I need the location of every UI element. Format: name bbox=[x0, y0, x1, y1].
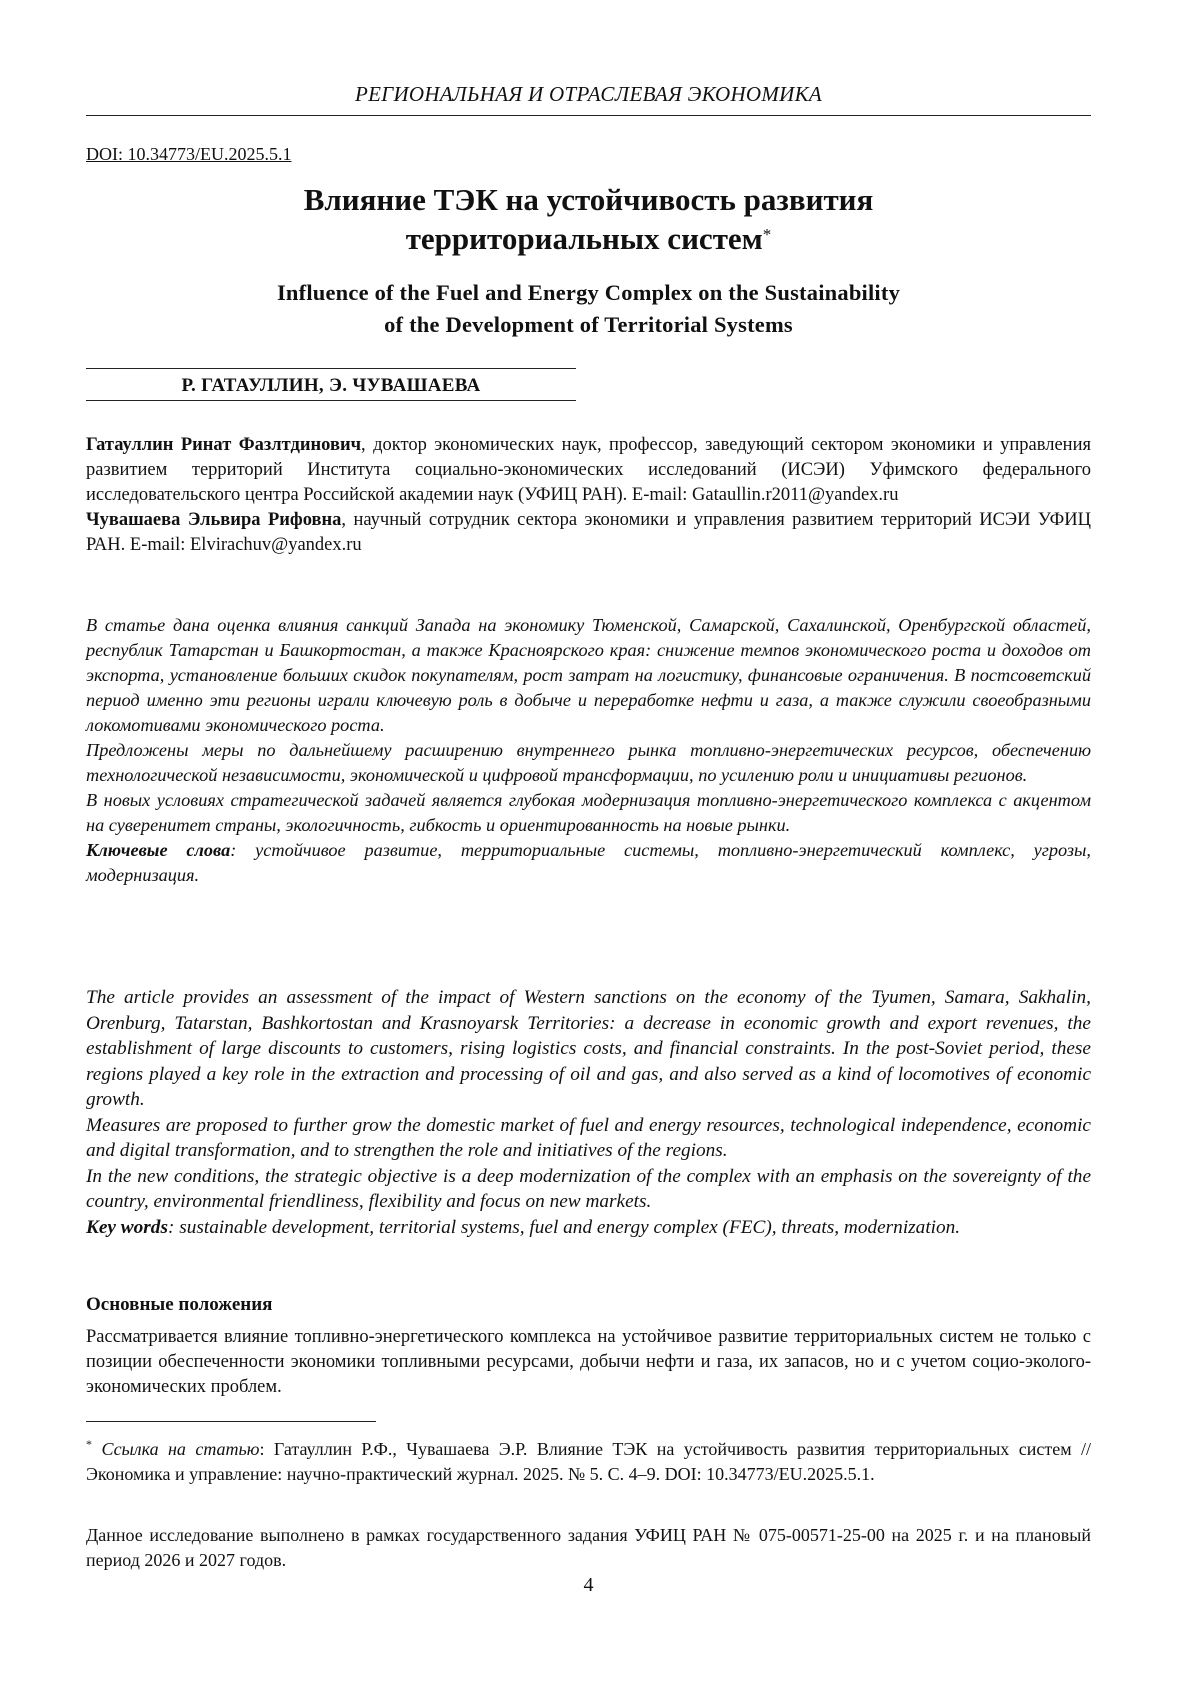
article-title-ru bbox=[86, 180, 1091, 258]
footnote-cite-label: Ссылка на статью bbox=[101, 1439, 259, 1459]
abstract-en-p3: In the new conditions, the strategic objective is a deep modernization of the complex with an emphasis on the sovereignty of the country, environmental friendliness, flexibility and focus on new markets. bbox=[86, 1164, 1091, 1215]
title-ru-line-2 bbox=[86, 219, 1091, 258]
abstract-ru-p1: В статье дана оценка влияния санкций Запада на экономику Тюменской, Самарской, Сахалинской, Оренбургской областей, республик Татарстан и Башкортостан, а также Красноярского края: снижение темпов экономического роста и доходов от экспорта, установление больших скидок покупателям, рост затрат на логистику, финансовые ограничения. В постсоветский период именно эти регионы играли ключевую роль в добыче и переработке нефти и газа, а также служили своеобразными локомотивами экономического роста. bbox=[86, 613, 1091, 738]
page-number: 4 bbox=[86, 1574, 1091, 1597]
footnote-divider bbox=[86, 1421, 376, 1422]
affiliation-2-name: Чувашаева Эльвира Рифовна bbox=[86, 510, 341, 530]
keywords-en bbox=[86, 1215, 1091, 1241]
affiliation-2-text: , научный сотрудник сектора экономики и управления развитием территорий ИСЭИ УФИЦ РАН. E-mail: Elvirachuv@yandex.ru bbox=[86, 510, 1091, 555]
section-body bbox=[86, 1325, 1091, 1400]
abstract-en-p1: The article provides an assessment of the impact of Western sanctions on the economy of the Tyumen, Samara, Sakhalin, Orenburg, Tatarstan, Bashkortostan and Krasnoyarsk Territories: a decrease in economic growth and export revenues, the establishment of large discounts to customers, rising logistics costs, and financial constraints. In the post-Soviet period, these regions played a key role in the extraction and processing of oil and gas, and also served as a kind of locomotives of economic growth. bbox=[86, 985, 1091, 1113]
article-title-en bbox=[86, 277, 1091, 341]
keywords-ru bbox=[86, 838, 1091, 888]
affiliation-1-text: , доктор экономических наук, профессор, заведующий сектором экономики и управления развитием территорий Института социально-экономических исследований (ИСЭИ) Уфимского федерального исследовательского центра Российской академии наук (УФИЦ РАН). E-mail: Gataullin.r2011@yandex.ru bbox=[86, 435, 1091, 505]
authors-rule-bottom bbox=[86, 400, 576, 401]
authors-line: Р. ГАТАУЛЛИН, Э. ЧУВАШАЕВА bbox=[86, 375, 576, 397]
title-en-line-2: of the Development of Territorial Systems bbox=[86, 309, 1091, 341]
authors-rule-top bbox=[86, 368, 576, 369]
doi-link[interactable]: DOI: 10.34773/EU.2025.5.1 bbox=[86, 144, 292, 165]
footnote-citation bbox=[86, 1432, 1091, 1487]
abstract-ru-p3: В новых условиях стратегической задачей является глубокая модернизация топливно-энергетического комплекса с акцентом на суверенитет страны, экологичность, гибкость и ориентированность на новые рынки. bbox=[86, 788, 1091, 838]
title-ru-line-1: Влияние ТЭК на устойчивость развития bbox=[86, 180, 1091, 219]
abstract-en-p2: Measures are proposed to further grow the domestic market of fuel and energy resources, technological independence, economic and digital transformation, and to strengthen the role and initiatives of the regions. bbox=[86, 1113, 1091, 1164]
affiliation-1-name: Гатауллин Ринат Фазлтдинович bbox=[86, 435, 361, 455]
author-affiliations bbox=[86, 433, 1091, 558]
abstract-en bbox=[86, 985, 1091, 1240]
footnote-mark: * bbox=[86, 1437, 92, 1451]
affiliation-2 bbox=[86, 508, 1091, 558]
abstract-ru-p2: Предложены меры по дальнейшему расширению внутреннего рынка топливно-энергетических ресурсов, обеспечению технологической независимости, экономической и цифровой трансформации, по усилению роли и инициативы регионов. bbox=[86, 738, 1091, 788]
affiliation-1 bbox=[86, 433, 1091, 508]
keywords-en-text: : sustainable development, territorial systems, fuel and energy complex (FEC), threats, modernization. bbox=[168, 1217, 960, 1238]
footnote-funding: Данное исследование выполнено в рамках государственного задания УФИЦ РАН № 075-00571-25-00 на 2025 г. и на плановый период 2026 и 2027 годов. bbox=[86, 1523, 1091, 1573]
keywords-en-label: Key words bbox=[86, 1217, 168, 1238]
running-header: РЕГИОНАЛЬНАЯ И ОТРАСЛЕВАЯ ЭКОНОМИКА bbox=[86, 82, 1091, 107]
keywords-ru-text: : устойчивое развитие, территориальные системы, топливно-энергетический комплекс, угрозы, модернизация. bbox=[86, 840, 1091, 885]
abstract-ru bbox=[86, 613, 1091, 888]
title-ru-line-2-text: территориальных систем bbox=[406, 221, 763, 256]
title-footnote-mark[interactable]: * bbox=[763, 225, 772, 244]
footnote-cite-text: : Гатауллин Р.Ф., Чувашаева Э.Р. Влияние ТЭК на устойчивость развития территориальных систем // Экономика и управление: научно-практический журнал. 2025. № 5. С. 4–9. DOI: 10.34773/EU.2025.5.1. bbox=[86, 1439, 1091, 1484]
title-en-line-1: Influence of the Fuel and Energy Complex on the Sustainability bbox=[86, 277, 1091, 309]
keywords-ru-label: Ключевые слова bbox=[86, 840, 230, 860]
header-divider bbox=[86, 115, 1091, 116]
section-paragraph: Рассматривается влияние топливно-энергетического комплекса на устойчивое развитие территориальных систем не только с позиции обеспеченности экономики топливными ресурсами, добычи нефти и газа, их запасов, но и с учетом социо-эколого-экономических проблем. bbox=[86, 1325, 1091, 1400]
section-heading: Основные положения bbox=[86, 1294, 272, 1316]
